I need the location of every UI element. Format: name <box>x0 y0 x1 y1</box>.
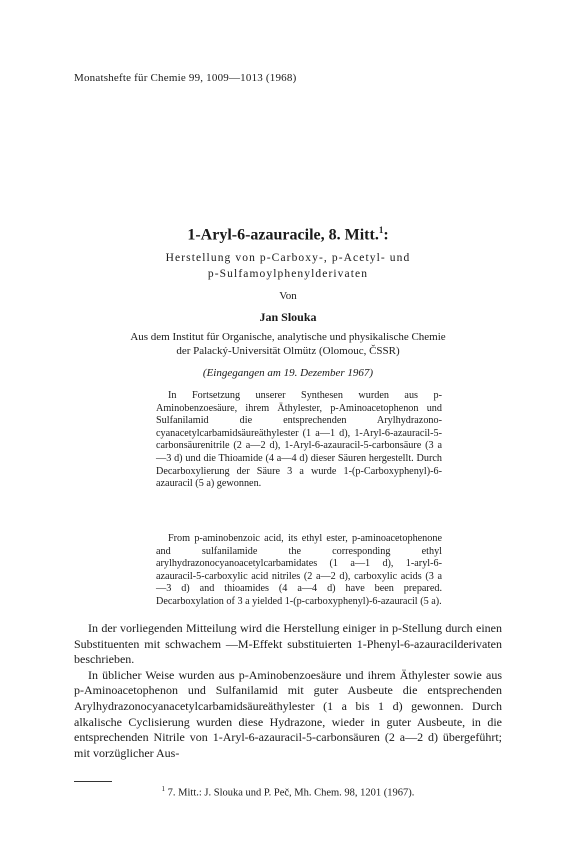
affiliation-line-2: der Palacký-Universität Olmütz (Olomouc, ČSSR) <box>176 345 400 357</box>
footnote <box>0 785 576 799</box>
byline-von: Von <box>279 290 297 302</box>
body-text <box>74 621 502 761</box>
body-paragraph-1: In der vorliegenden Mitteilung wird die Herstellung einiger in p-Stellung durch einen Substituenten mit schwachem —M-Effekt substituierten 1-Phenyl-6-azauracilderivaten beschrieben. <box>74 621 502 667</box>
footnote-marker: 1 <box>161 785 166 793</box>
subtitle-line-2: p-Sulfamoylphenylderivaten <box>207 268 369 280</box>
article-title-text: 1-Aryl-6-azauracile, 8. Mitt. <box>187 226 379 244</box>
received-date: (Eingegangen am 19. Dezember 1967) <box>202 367 374 379</box>
abstract-english: From p-aminobenzoic acid, its ethyl ester, p-aminoacetophenone and sulfanilamide the corresponding ethyl arylhydrazonocyanoacetylcarbamidates (1 a—1 d), 1-aryl-6-azauracil-5-carboxylic acid nitriles (2 a—2 d), carboxylic acids (3 a—3 d) and thioamides (4 a—4 d) have been prepared. Decarboxylation of 3 a yielded 1-(p-carboxyphenyl)-6-azauracil (5 a). <box>156 533 442 607</box>
subtitle-line-1: Herstellung von p-Carboxy-, p-Acetyl- und <box>165 252 411 264</box>
journal-header: Monatshefte für Chemie 99, 1009—1013 (1968) <box>74 72 297 84</box>
affiliation-line-1: Aus dem Institut für Organische, analytische und physikalische Chemie <box>130 331 446 343</box>
title-colon: : <box>383 226 389 244</box>
body-paragraph-2: In üblicher Weise wurden aus p-Aminobenzoesäure und ihrem Äthylester sowie aus p-Aminoacetophenon und Sulfanilamid mit guter Ausbeute die entsprechenden Arylhydrazonocyanacetylcarbamidsäureäthylester (1 a bis 1 d) gewonnen. Durch alkalische Cyclisierung wurden diese Hydrazone, wieder in guter Ausbeute, in die entsprechenden Nitrile von 1-Aryl-6-azauracil-5-carbonsäuren (2 a—2 d) übergeführt; mit vorzüglicher Aus- <box>74 667 502 760</box>
footnote-rule <box>74 781 112 782</box>
title-footnote-marker: 1 <box>378 225 384 235</box>
author-name: Jan Slouka <box>259 310 317 324</box>
article-title <box>0 225 576 244</box>
abstract-german: In Fortsetzung unserer Synthesen wurden aus p-Aminobenzoesäure, ihrem Äthylester, p-Aminoacetophenon und Sulfanilamid die entsprechenden Arylhydrazono-cyanacetylcarbamidsäureäthylester (1 a—1 d), 1-Aryl-6-azauracil-5-carbonsäurenitrile (2 a—2 d), 1-Aryl-6-azauracil-5-carbonsäure (3 a—3 d) und die Thioamide (4 a—4 d) dieser Säuren hergestellt. Durch Decarboxylierung der Säure 3 a wurde 1-(p-Carboxyphenyl)-6-azauracil (5 a) gewonnen. <box>156 390 442 490</box>
article-subtitle <box>110 250 466 282</box>
affiliation <box>74 330 502 358</box>
footnote-text: 7. Mitt.: J. Slouka und P. Peč, Mh. Chem. 98, 1201 (1967). <box>167 787 415 799</box>
